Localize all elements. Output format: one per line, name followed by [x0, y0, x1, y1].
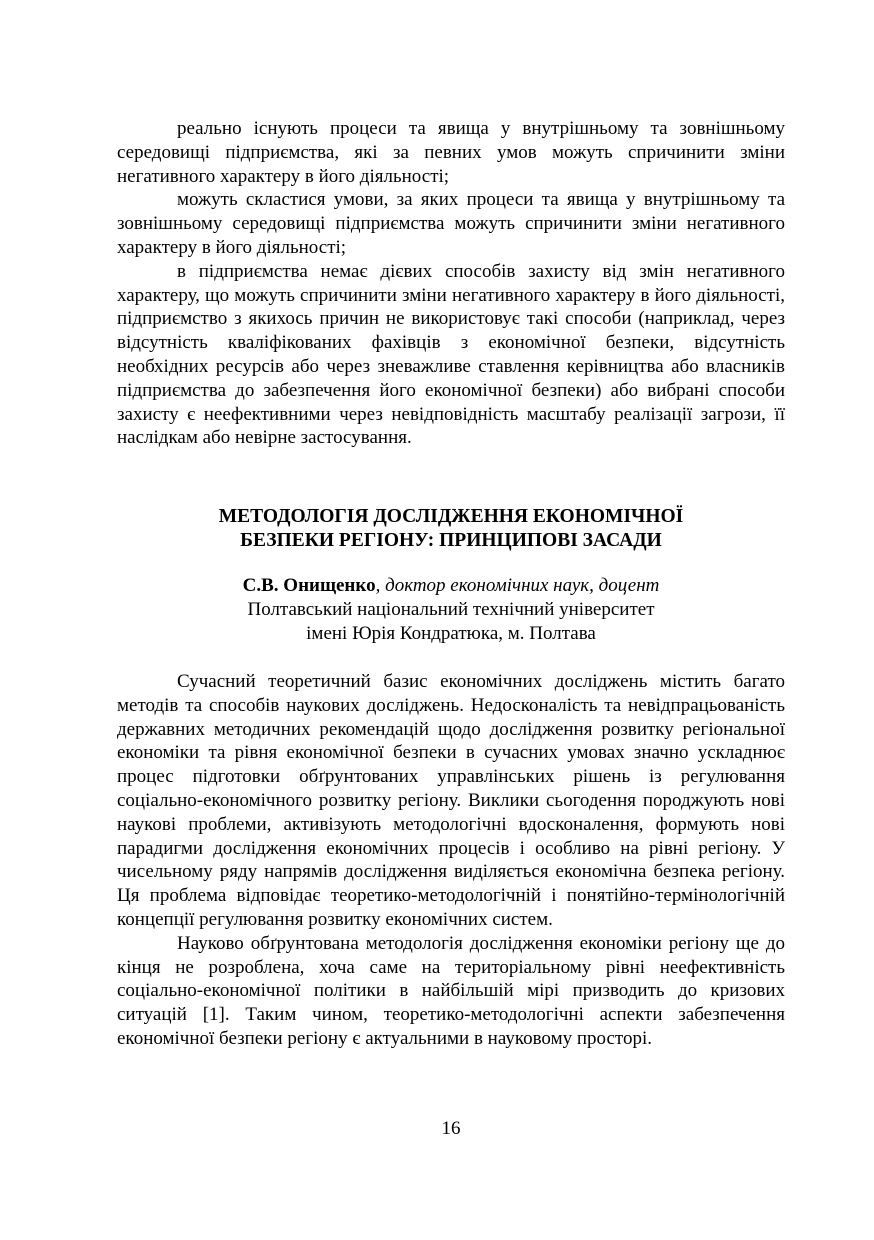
page-number: 16 — [441, 1118, 461, 1139]
article-title-line-1: МЕТОДОЛОГІЯ ДОСЛІДЖЕННЯ ЕКОНОМІЧНОЇ — [218, 506, 684, 527]
intro-paragraph-1: реально існують процеси та явища у внутрішньому та зовнішньому середовищі підприємства, які за певних умов можуть спричинити зміни негативного характеру в його діяльності; — [117, 118, 785, 187]
author-name: С.В. Онищенко — [242, 575, 376, 596]
body-paragraph-1: Сучасний теоретичний базис економічних досліджень містить багато методів та способів наукових досліджень. Недосконалість та невідпрацьованість державних методичних рекомендацій щодо дослідження розвитку регіональної економіки та рівня економічної безпеки в сучасних умовах значно ускладнює процес підготовки обґрунтованих управлінських рішень із регулювання соціально-економічного розвитку регіону. Виклики сьогодення породжують нові наукові проблеми, активізують методологічні вдосконалення, формують нові парадигми дослідження економічних процесів і особливо на рівні регіону. У чисельному ряду напрямів дослідження виділяється економічна безпека регіону. Ця проблема відповідає теоретико-методологічній і понятійно-термінологічній концепції регулювання розвитку економічних систем. — [117, 671, 785, 930]
intro-text-block — [117, 117, 785, 450]
intro-paragraph-3: в підприємства немає дієвих способів захисту від змін негативного характеру, що можуть спричинити зміни негативного характеру в його діяльності, підприємство з якихось причин не використовує такі способи (наприклад, через відсутність кваліфікованих фахівців з економічної безпеки, відсутність необхідних ресурсів або через зневажливе ставлення керівництва або власників підприємства до забезпечення його економічної безпеки) або вибрані способи захисту є неефективними через невідповідність масштабу реалізації загрози, її наслідкам або невірне застосування. — [117, 260, 785, 449]
intro-paragraph-2: можуть скластися умови, за яких процеси та явища у внутрішньому та зовнішньому середовищі підприємства можуть спричинити зміни негативного характеру в його діяльності; — [117, 189, 785, 258]
affiliation-line-1: Полтавський національний технічний університет — [247, 599, 655, 620]
article-title-line-2: БЕЗПЕКИ РЕГІОНУ: ПРИНЦИПОВІ ЗАСАДИ — [240, 530, 662, 551]
author-line — [117, 574, 785, 598]
affiliation-line-2: імені Юрія Кондратюка, м. Полтава — [306, 623, 596, 644]
article-title — [117, 505, 785, 553]
author-block — [117, 574, 785, 646]
article-body — [117, 670, 785, 1051]
author-title: , доктор економічних наук, доцент — [375, 575, 660, 596]
body-paragraph-2: Науково обґрунтована методологія дослідження економіки регіону ще до кінця не розроблена, хоча саме на територіальному рівні неефективність соціально-економічної політики в найбільшій мірі призводить до кризових ситуацій [1]. Таким чином, теоретико-методологічні аспекти забезпечення економічної безпеки регіону є актуальними в науковому просторі. — [117, 932, 785, 1049]
